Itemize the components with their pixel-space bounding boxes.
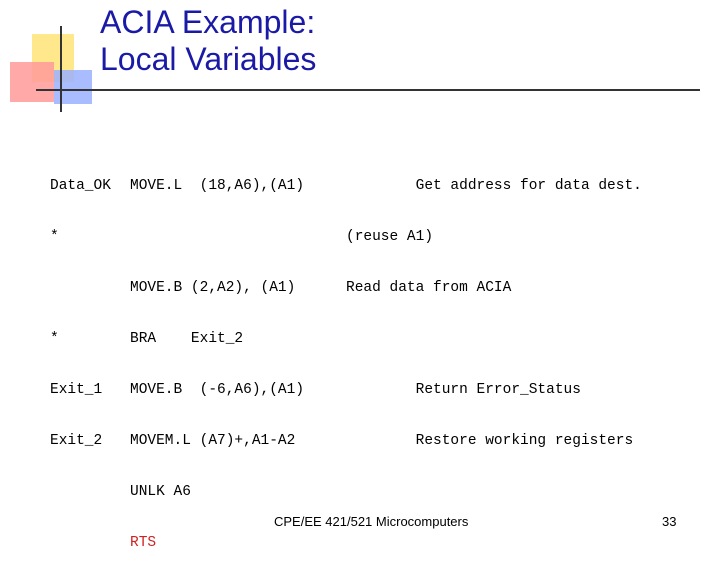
- code-label: Exit_1: [50, 382, 103, 398]
- code-label: *: [50, 229, 59, 245]
- slide-title: [100, 4, 316, 78]
- code-instruction: MOVE.L (18,A6),(A1): [130, 178, 305, 194]
- code-comment: [346, 484, 642, 501]
- title-line-1: ACIA Example:: [100, 4, 316, 40]
- code-comment: [346, 535, 642, 552]
- code-instructions-column: [130, 144, 304, 569]
- code-comment: (reuse A1): [346, 229, 434, 245]
- code-comments-column: [346, 144, 642, 569]
- page-number: 33: [662, 514, 677, 529]
- code-label: [50, 280, 111, 297]
- vertical-rule: [60, 26, 62, 112]
- code-comment: Restore working registers: [346, 433, 634, 449]
- code-instruction: BRA Exit_2: [130, 331, 244, 347]
- red-square-decoration: [10, 62, 54, 102]
- code-label: [50, 484, 111, 501]
- title-underline-rule: [36, 89, 700, 91]
- code-labels-column: [50, 144, 111, 569]
- footer-course-title: CPE/EE 421/521 Microcomputers: [274, 514, 469, 529]
- code-label: [50, 535, 111, 552]
- code-label: Exit_2: [50, 433, 103, 449]
- title-line-2: Local Variables: [100, 41, 317, 77]
- code-comment: Read data from ACIA: [346, 280, 512, 296]
- code-instruction: MOVEM.L (A7)+,A1-A2: [130, 433, 296, 449]
- code-instruction: MOVE.B (2,A2), (A1): [130, 280, 296, 296]
- code-comment: [346, 331, 642, 348]
- code-label: *: [50, 331, 59, 347]
- code-comment: Get address for data dest.: [346, 178, 642, 194]
- code-instruction: UNLK A6: [130, 484, 191, 500]
- code-instruction: [130, 229, 304, 246]
- code-comment: Return Error_Status: [346, 382, 581, 398]
- code-instruction-rts: RTS: [130, 535, 157, 551]
- code-instruction: MOVE.B (-6,A6),(A1): [130, 382, 305, 398]
- code-label: Data_OK: [50, 178, 111, 194]
